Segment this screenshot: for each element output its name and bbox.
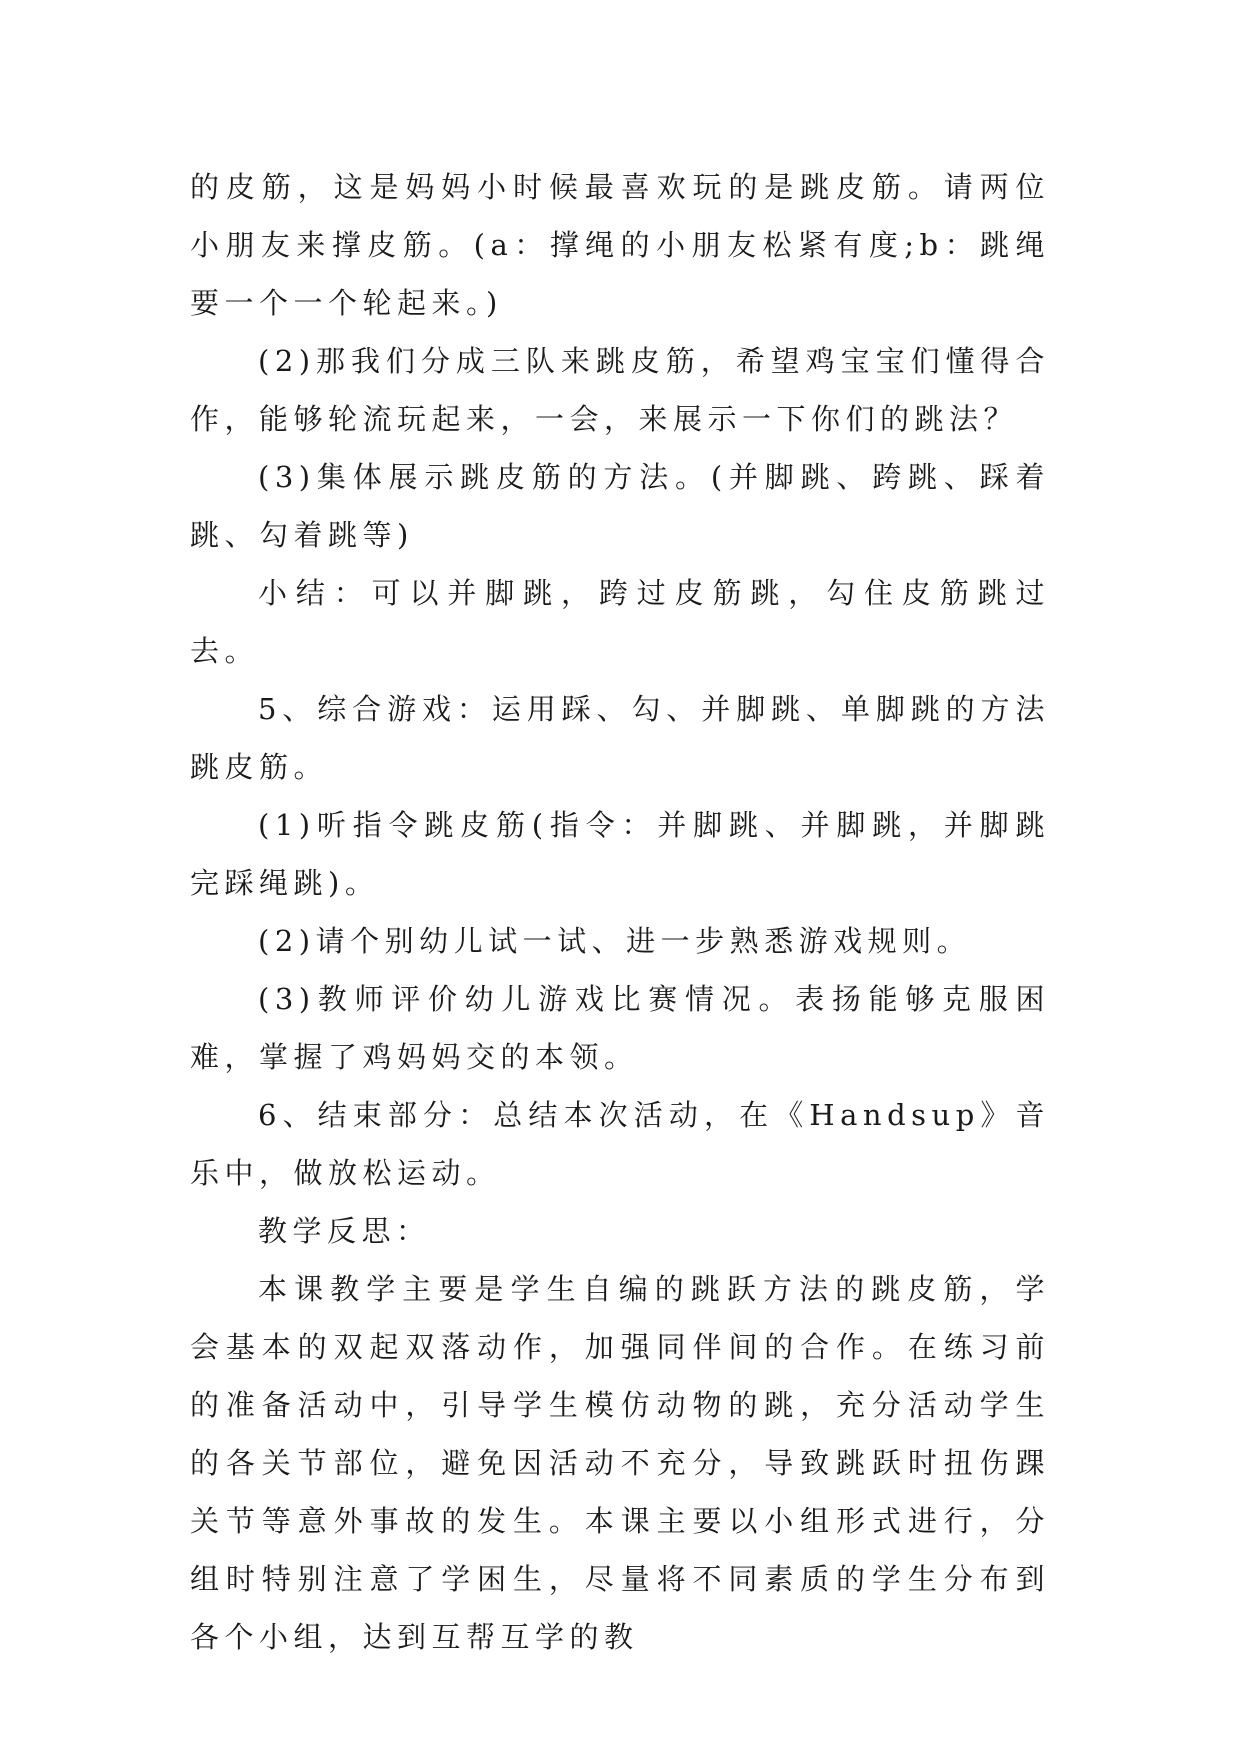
paragraph-8: (3)教师评价幼儿游戏比赛情况。表扬能够克服困难，掌握了鸡妈妈交的本领。 [190, 982, 1050, 1074]
paragraph-4: 小结：可以并脚跳，跨过皮筋跳，勾住皮筋跳过去。 [190, 576, 1050, 668]
paragraph-5: 5、综合游戏：运用踩、勾、并脚跳、单脚跳的方法跳皮筋。 [190, 692, 1050, 784]
paragraph-2: (2)那我们分成三队来跳皮筋，希望鸡宝宝们懂得合作，能够轮流玩起来，一会，来展示一下你们的跳法？ [190, 344, 1050, 436]
paragraph-6: (1)听指令跳皮筋(指令：并脚跳、并脚跳，并脚跳完踩绳跳)。 [190, 808, 1050, 900]
section-heading-reflection: 教学反思： [258, 1214, 431, 1248]
paragraph-3: (3)集体展示跳皮筋的方法。(并脚跳、跨跳、踩着跳、勾着跳等) [190, 460, 1050, 552]
paragraph-1: 的皮筋，这是妈妈小时候最喜欢玩的是跳皮筋。请两位小朋友来撑皮筋。(a：撑绳的小朋友松紧有度;b：跳绳要一个一个轮起来。) [190, 170, 1050, 320]
paragraph-7: (2)请个别幼儿试一试、进一步熟悉游戏规则。 [258, 924, 972, 958]
paragraph-9: 6、结束部分：总结本次活动，在《Handsup》音乐中，做放松运动。 [190, 1098, 1050, 1190]
paragraph-11: 本课教学主要是学生自编的跳跃方法的跳皮筋，学会基本的双起双落动作，加强同伴间的合作。在练习前的准备活动中，引导学生模仿动物的跳，充分活动学生的各关节部位，避免因活动不充分，导致跳跃时扭伤踝关节等意外事故的发生。本课主要以小组形式进行，分组时特别注意了学困生，尽量将不同素质的学生分布到各个小组，达到互帮互学的教 [190, 1272, 1050, 1654]
document-body [190, 158, 1050, 1666]
